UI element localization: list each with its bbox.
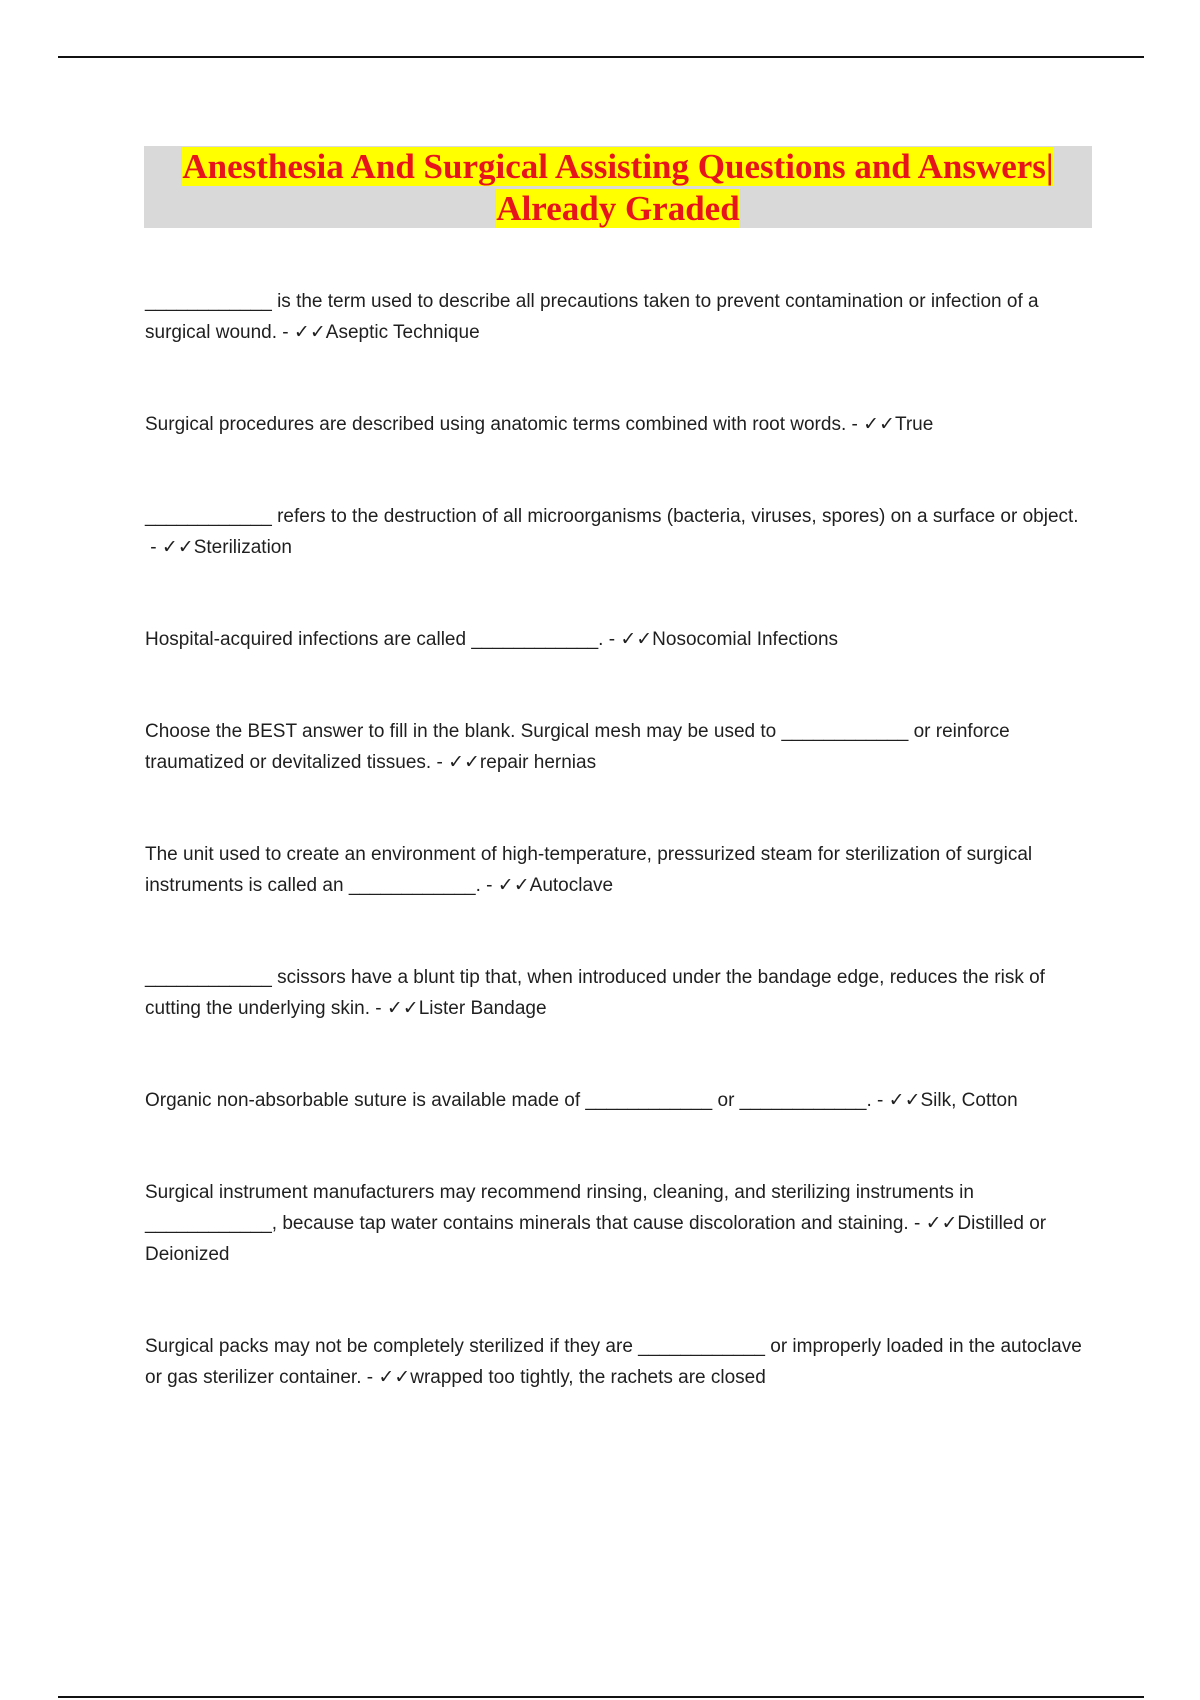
qa-item [145,501,1095,563]
separator: - [871,1090,889,1111]
separator: - [277,322,294,343]
title-line-2: Already Graded [496,189,740,228]
answer-text: True [894,414,934,435]
question-text: Surgical instrument manufacturers may recommend rinsing, cleaning, and sterilizing instruments in ____________, because tap water contains minerals that cause discoloration and staining. [145,1182,974,1234]
separator: - [369,998,387,1019]
answer-text: Nosocomial Infections [652,629,839,650]
checkmark-icon: ✓✓ [863,414,895,435]
answer-text: wrapped too tightly, the rachets are closed [410,1367,766,1388]
question-text: ____________ refers to the destruction of all microorganisms (bacteria, viruses, spores) on a surface or object. [145,506,1079,527]
separator: - [603,629,621,650]
checkmark-icon: ✓✓ [293,322,326,343]
answer-text: Silk, Cotton [920,1090,1018,1111]
answer-text: repair hernias [479,752,597,773]
checkmark-icon: ✓✓ [386,998,419,1019]
checkmark-icon: ✓✓ [888,1090,921,1111]
qa-item [145,1085,1095,1116]
question-text: ____________ scissors have a blunt tip that, when introduced under the bandage edge, reduces the risk of cutting the underlying skin. [145,967,1045,1019]
separator: - [431,752,449,773]
header-rule [58,56,1144,58]
separator: - [361,1367,379,1388]
question-text: ____________ is the term used to describe all precautions taken to prevent contamination or infection of a surgical wound. [145,291,1039,343]
answer-text: Lister Bandage [418,998,547,1019]
question-text: Hospital-acquired infections are called ____________. [145,629,604,650]
checkmark-icon: ✓✓ [497,875,530,896]
answer-text: Aseptic Technique [325,322,480,343]
checkmark-icon: ✓✓ [161,537,194,558]
qa-item [145,409,1095,440]
question-text: Surgical packs may not be completely sterilized if they are ____________ or improperly loaded in the autoclave or gas sterilizer container. [145,1336,1082,1388]
question-text: The unit used to create an environment of high-temperature, pressurized steam for sterilization of surgical instruments is called an ____________. [145,844,1033,896]
answer-text: Distilled or Deionized [145,1213,1047,1265]
qa-item [145,962,1095,1024]
document-title [144,146,1092,228]
checkmark-icon: ✓✓ [378,1367,411,1388]
footer-rule [58,1696,1144,1698]
checkmark-icon: ✓✓ [925,1213,958,1234]
question-text: Surgical procedures are described using anatomic terms combined with root words. [145,414,847,435]
separator: - [145,537,162,558]
answer-text: Sterilization [193,537,292,558]
qa-item [145,1331,1095,1393]
checkmark-icon: ✓✓ [620,629,653,650]
separator: - [480,875,498,896]
qa-item [145,624,1095,655]
separator: - [846,414,864,435]
qa-item [145,286,1095,348]
qa-item [145,839,1095,901]
question-text: Organic non-absorbable suture is available made of ____________ or ____________. [145,1090,872,1111]
separator: - [908,1213,926,1234]
question-text: Choose the BEST answer to fill in the blank. Surgical mesh may be used to ____________ or reinforce traumatized or devitalized tissues. [145,721,1010,773]
qa-list [145,286,1095,1393]
checkmark-icon: ✓✓ [448,752,480,773]
qa-item [145,1177,1095,1270]
title-line-1: Anesthesia And Surgical Assisting Questions and Answers| [182,147,1054,186]
qa-item [145,716,1095,778]
answer-text: Autoclave [529,875,614,896]
